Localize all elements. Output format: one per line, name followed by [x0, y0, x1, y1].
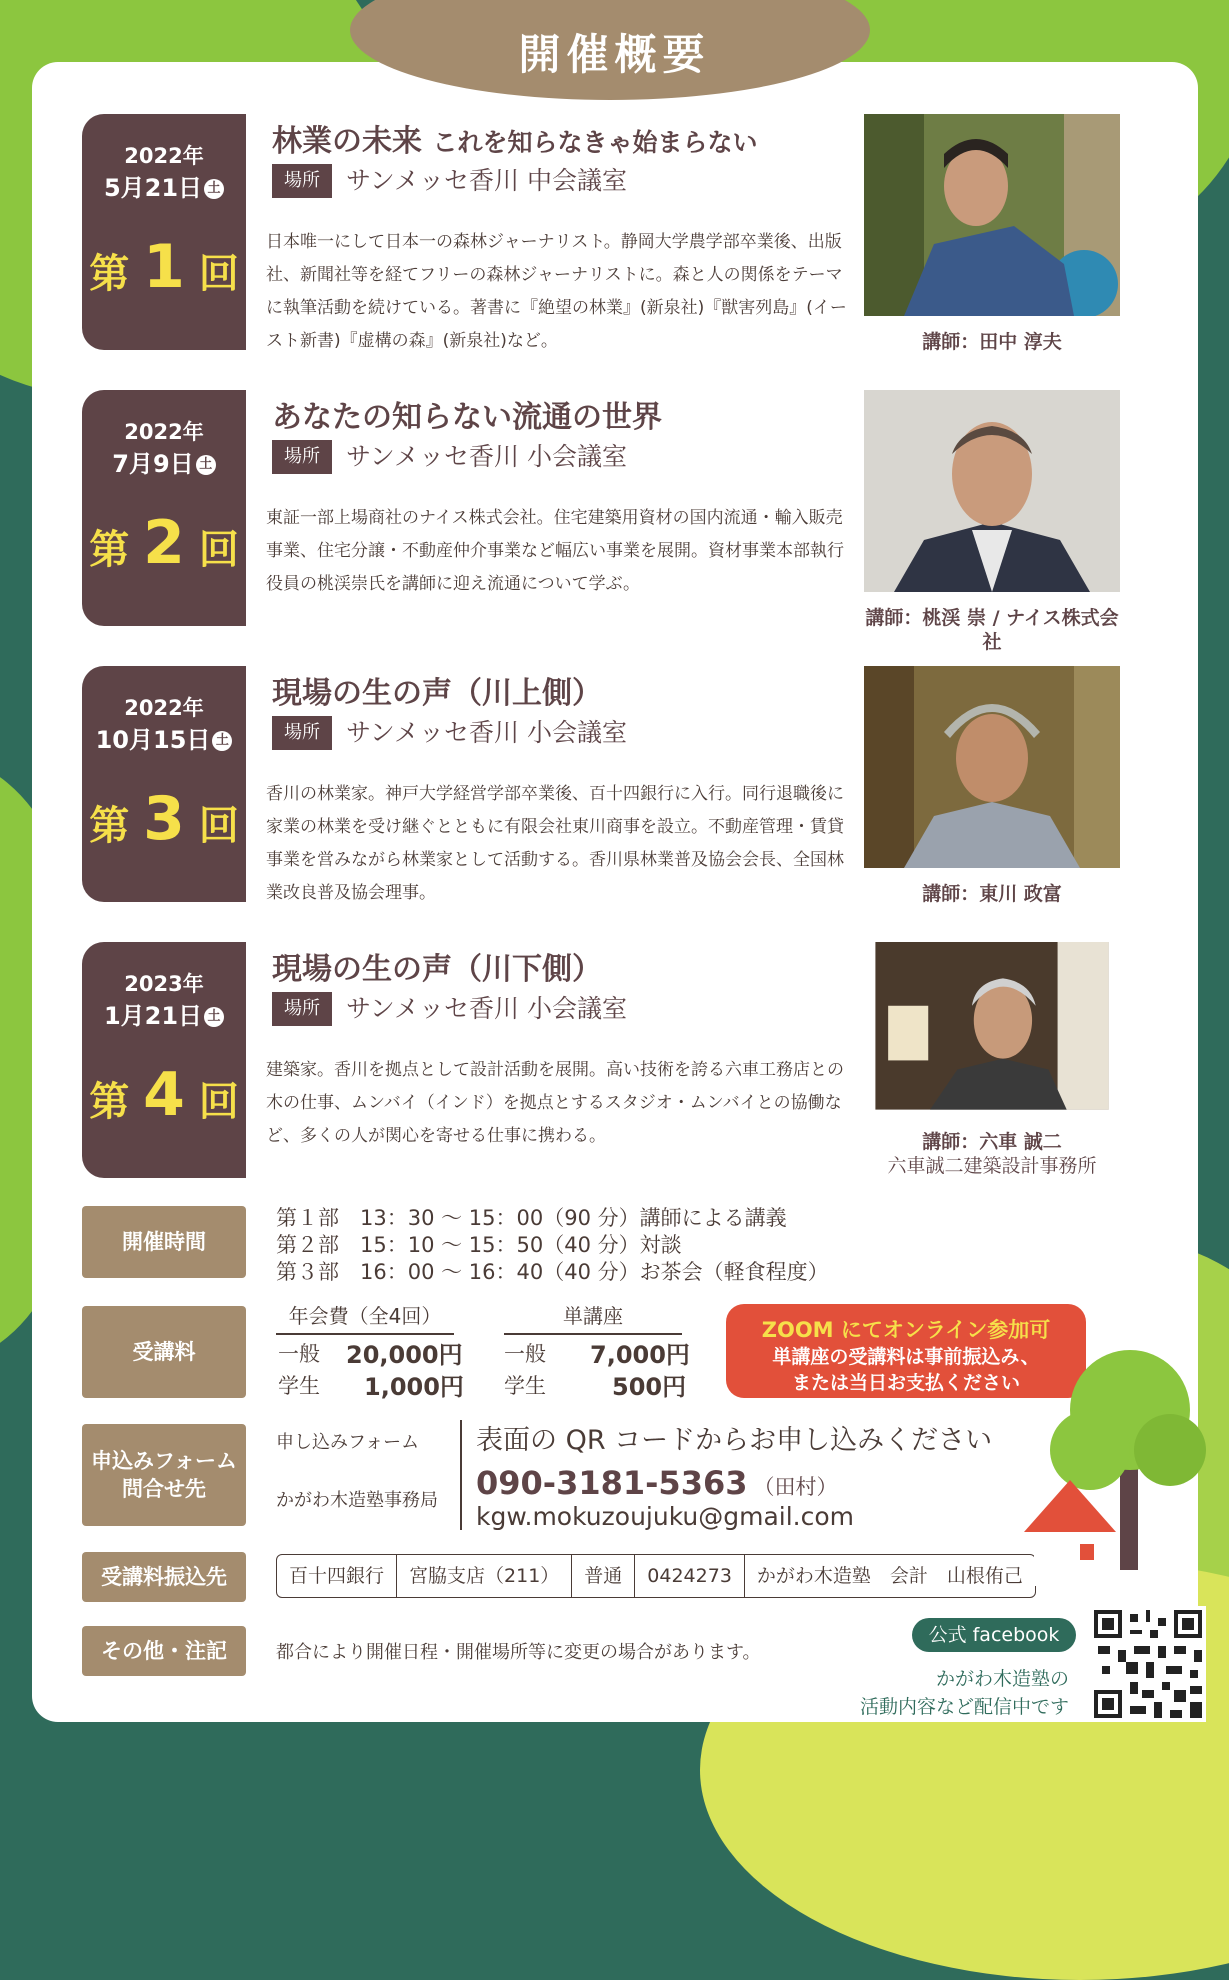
fee-annual-general: 20,000円: [346, 1341, 463, 1369]
tree-house-illustration: [1010, 1340, 1210, 1590]
fee-annual-student: 1,000円: [364, 1373, 464, 1401]
contact-label: 申込みフォーム 問合せ先: [82, 1424, 246, 1526]
bank-info: [276, 1554, 1036, 1598]
place-tag: 場所: [272, 716, 332, 750]
session-place: サンメッセ香川 小会議室: [346, 442, 627, 471]
office-label: かがわ木造塾事務局: [276, 1490, 438, 1511]
account-type: 普通: [572, 1555, 635, 1597]
facebook-text-2: 活動内容など配信中です: [859, 1696, 1069, 1718]
fee-label: 受講料: [82, 1306, 246, 1398]
session-date: 7月9日 土: [82, 444, 246, 479]
session-title: 林業の未来 これを知らなきゃ始まらない: [272, 124, 758, 159]
zoom-headline: ZOOM にてオンライン参加可: [761, 1318, 1051, 1342]
session-date-box: [82, 666, 246, 902]
zoom-line-3: または当日お支払ください: [791, 1372, 1020, 1394]
bank-label: 受講料振込先: [82, 1552, 246, 1602]
schedule-label: 開催時間: [82, 1206, 246, 1278]
qr-code-icon[interactable]: [1090, 1606, 1206, 1722]
page-title: 開催概要: [518, 30, 711, 79]
session-description: 日本唯一にして日本一の森林ジャーナリスト。静岡大学農学部卒業後、出版社、新聞社等を経てフリーの森林ジャーナリストに。森と人の関係をテーマに執筆活動を続けている。著書に『絶望の林業』(新泉社)『獣害列島』(イースト新書)『虚構の森』(新泉社)など。: [266, 232, 847, 351]
session-year: 2023年: [124, 972, 204, 996]
session-place: サンメッセ香川 小会議室: [346, 718, 627, 747]
form-instruction: 表面の QR コードからお申し込みください: [476, 1425, 993, 1456]
session-number: 第 3 回: [89, 784, 239, 854]
lecturer-photo: [864, 666, 1120, 868]
session-year: 2022年: [124, 144, 204, 168]
form-label: 申し込みフォーム: [276, 1432, 420, 1453]
lecturer-caption: 講師：六車 誠二: [922, 1131, 1062, 1153]
session-number: 第 4 回: [89, 1060, 239, 1130]
zoom-line-2: 単講座の受講料は事前振込み、: [772, 1346, 1040, 1368]
place-tag: 場所: [272, 440, 332, 474]
fee-single-general: 7,000円: [590, 1341, 690, 1369]
saturday-badge: 土: [196, 455, 216, 475]
session-date: 10月15日 土: [82, 720, 246, 755]
session-description: 東証一部上場商社のナイス株式会社。住宅建築用資材の国内流通・輸入販売事業、住宅分譲・不動産仲介事業など幅広い事業を展開。資材事業本部執行役員の桃渓崇氏を講師に迎え流通について学ぶ。: [266, 508, 844, 594]
session-description: 建築家。香川を拠点として設計活動を展開。高い技術を誇る六車工務店との木の仕事、ムンバイ（インド）を拠点とするスタジオ・ムンバイとの協働など、多くの人が関心を寄せる仕事に携わる。: [266, 1060, 844, 1146]
account-number: 0424273: [635, 1555, 745, 1597]
lecturer-photo: [864, 390, 1120, 592]
session-date-box: [82, 942, 246, 1178]
fee-single-heading: 単講座: [504, 1300, 682, 1335]
session-title: 現場の生の声（川上側）: [272, 676, 602, 711]
lecturer-photo: [864, 942, 1120, 1126]
session-place: サンメッセ香川 小会議室: [346, 994, 627, 1023]
contact-divider: [460, 1420, 462, 1530]
session-2: [82, 390, 1152, 653]
facebook-text-1: かがわ木造塾の: [935, 1668, 1069, 1690]
session-title: 現場の生の声（川下側）: [272, 952, 602, 987]
facebook-badge[interactable]: 公式 facebook: [912, 1618, 1076, 1652]
schedule-line-3: 第３部 16：00 ～ 16：40（40 分）お茶会（軽食程度）: [276, 1260, 829, 1284]
session-date: 5月21日 土: [82, 168, 246, 203]
session-date-box: [82, 114, 246, 350]
session-description: 香川の林業家。神戸大学経営学部卒業後、百十四銀行に入行。同行退職後に家業の林業を受け継ぐとともに有限会社東川商事を設立。不動産管理・賃貸 事業を営みながら林業家として活動する。香川県林業普及協会会長、全国林業改良普及協会理事。: [266, 784, 844, 903]
session-date-box: [82, 390, 246, 626]
lecturer-caption: 講師：桃渓 崇 / ナイス株式会社: [865, 607, 1119, 653]
lecturer-caption: 講師：田中 淳夫: [922, 331, 1062, 353]
schedule-line-2: 第２部 15：10 ～ 15：50（40 分）対談: [276, 1233, 682, 1257]
place-tag: 場所: [272, 992, 332, 1026]
notes-label: その他・注記: [82, 1626, 246, 1676]
lecturer-caption: 講師：東川 政富: [922, 883, 1062, 905]
place-tag: 場所: [272, 164, 332, 198]
saturday-badge: 土: [212, 731, 232, 751]
schedule-line-1: 第１部 13：30 ～ 15：00（90 分）講師による講義: [276, 1206, 787, 1230]
session-title: あなたの知らない流通の世界: [272, 400, 662, 435]
notes-text: 都合により開催日程・開催場所等に変更の場合があります。: [276, 1642, 761, 1663]
fee-row-student: 学生 1,000円 学生 500円: [278, 1370, 698, 1400]
session-4: [82, 942, 1152, 1178]
session-place: サンメッセ香川 中会議室: [346, 166, 627, 195]
fee-annual-heading: 年会費（全4回）: [276, 1300, 454, 1335]
bank-name: 百十四銀行: [277, 1555, 397, 1597]
saturday-badge: 土: [204, 1007, 224, 1027]
session-number: 第 1 回: [89, 232, 239, 302]
session-year: 2022年: [124, 696, 204, 720]
email-address[interactable]: kgw.mokuzoujuku@gmail.com: [476, 1502, 855, 1531]
lecturer-office: 六車誠二建築設計事務所: [887, 1155, 1097, 1177]
session-1: [82, 114, 1152, 353]
fee-single-student: 500円: [612, 1373, 687, 1401]
fee-row-general: 一般 20,000円 一般 7,000円: [278, 1338, 698, 1368]
session-number: 第 2 回: [89, 508, 239, 578]
bank-branch: 宮脇支店（211）: [397, 1555, 572, 1597]
phone-number[interactable]: 090-3181-5363 （田村）: [476, 1464, 838, 1502]
lecturer-photo: [864, 114, 1120, 316]
account-holder: かがわ木造塾 会計 山根侑己: [756, 1565, 1023, 1587]
session-3: [82, 666, 1152, 905]
session-year: 2022年: [124, 420, 204, 444]
session-date: 1月21日 土: [82, 996, 246, 1031]
saturday-badge: 土: [204, 179, 224, 199]
